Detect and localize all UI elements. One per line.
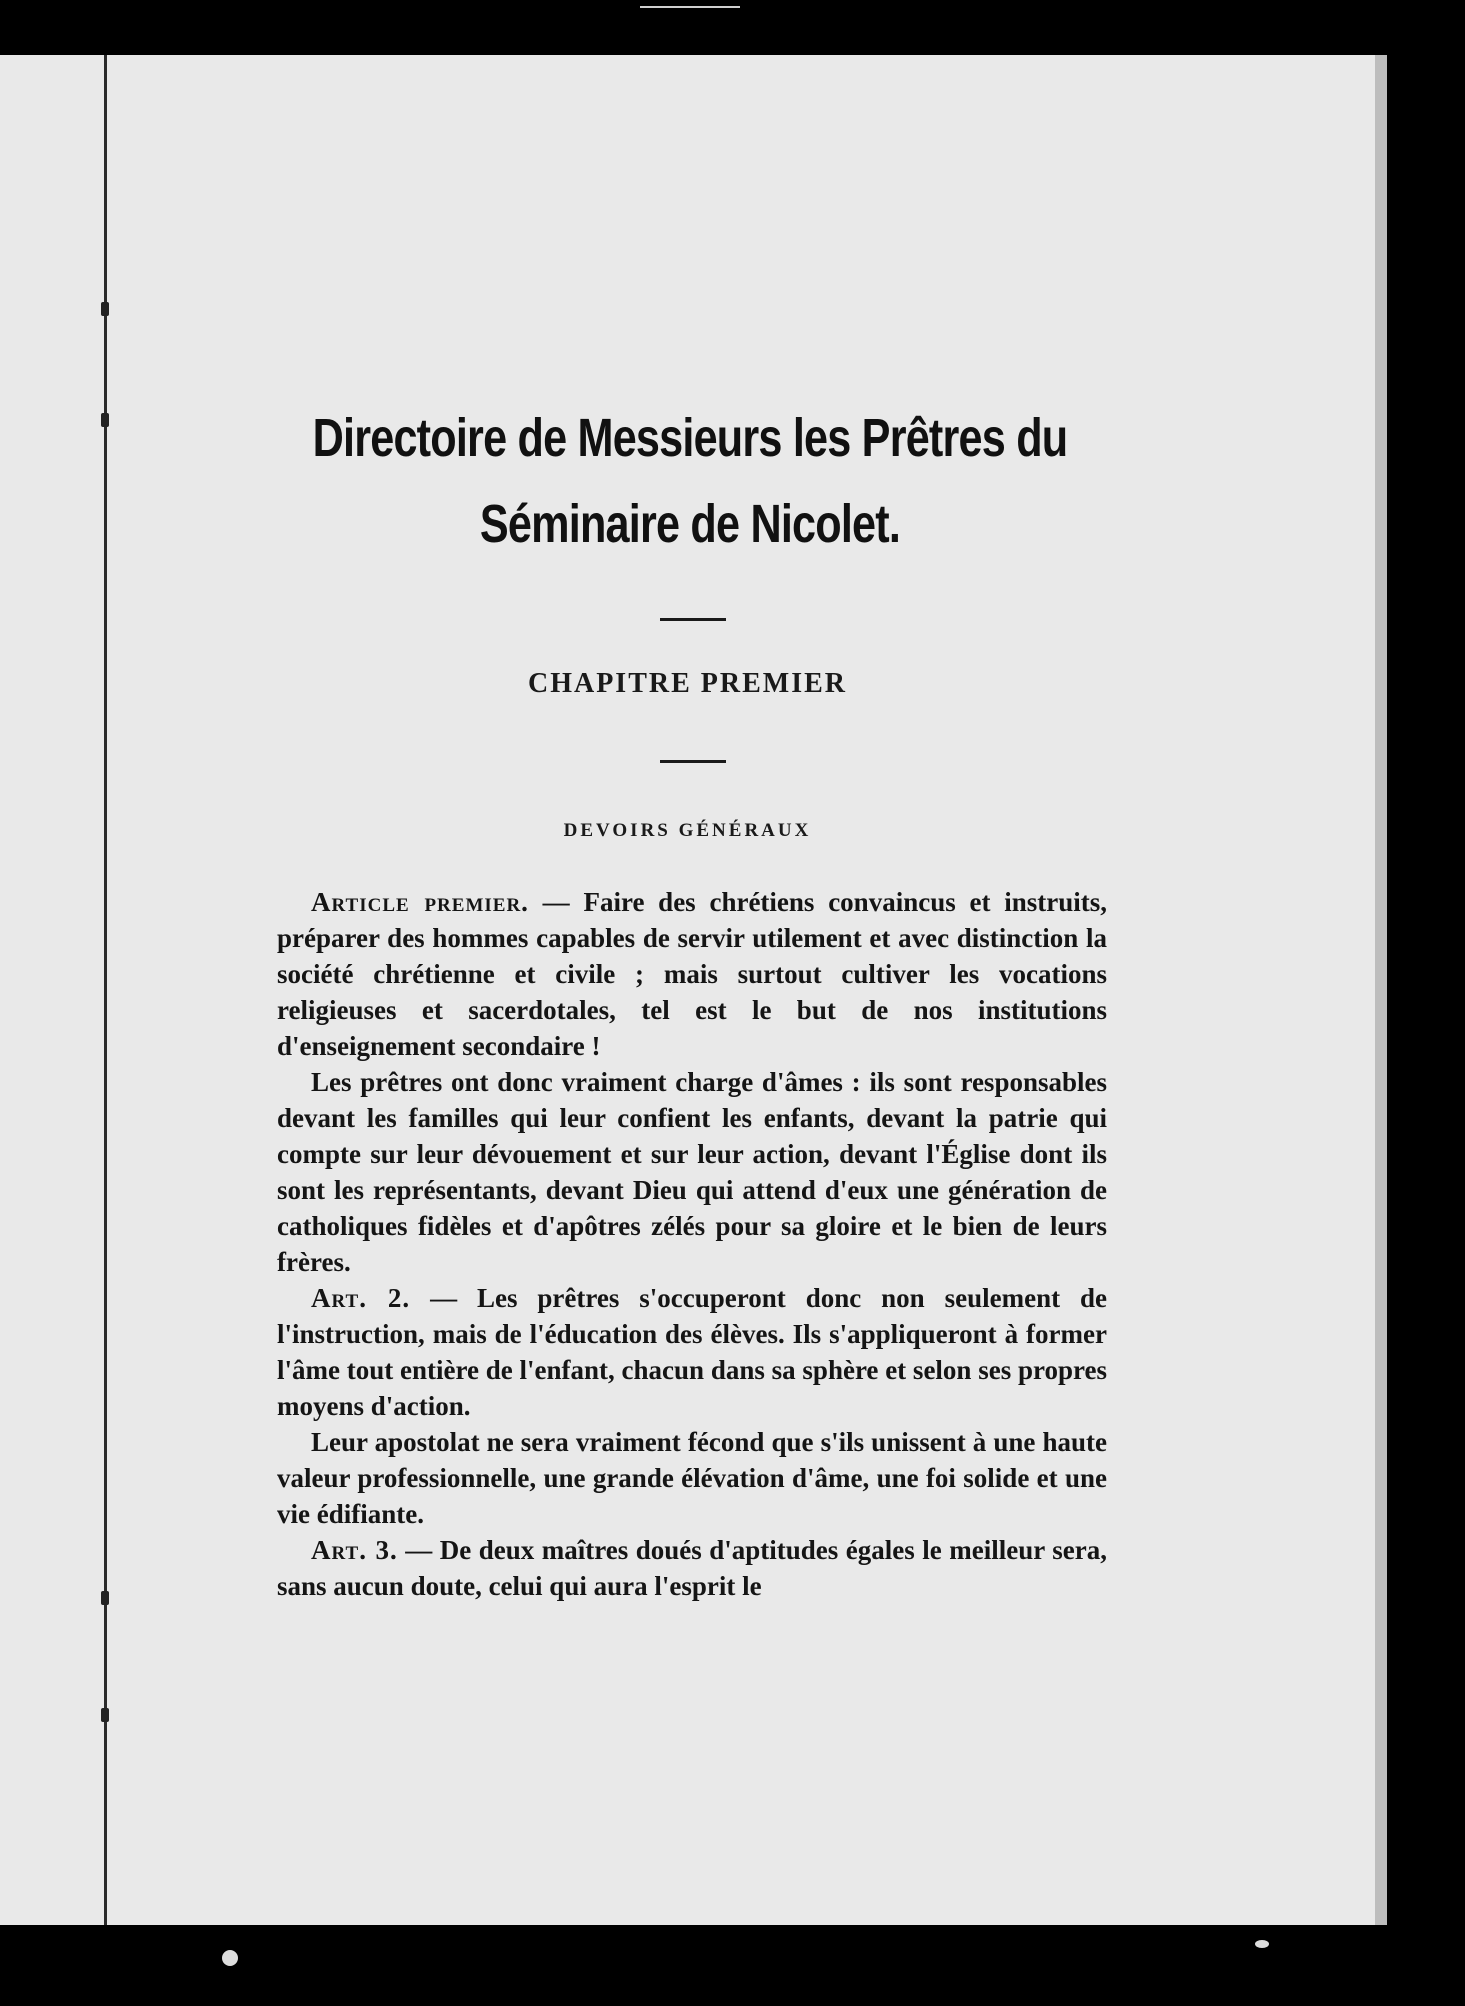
chapter-heading: CHAPITRE PREMIER [527, 668, 847, 699]
section-heading: DEVOIRS GÉNÉRAUX [563, 820, 812, 841]
title-line-2: Séminaire de Nicolet. [479, 494, 901, 554]
paragraph [277, 884, 1107, 1064]
divider-rule [660, 618, 726, 621]
paragraph-text: — Les prêtres s'occuperont donc non seulement de l'instruction, mais de l'éducation des élèves. Ils s'appliqueront à former l'âme tout entière de l'enfant, chacun dans sa sphère et selon ses propres moyens d'action. [277, 1283, 1107, 1421]
document-title [298, 395, 1082, 567]
paragraph-text: — Faire des chrétiens convaincus et instruits, préparer des hommes capables de servir utilement et avec distinction la société chrétienne et civile ; mais surtout cultiver les vocations religieuses et sacerdotales, tel est le but de nos institutions d'enseignement secondaire ! [277, 887, 1107, 1061]
binding-mark [101, 1708, 109, 1722]
paragraph-text: — De deux maîtres doués d'aptitudes égales le meilleur sera, sans aucun doute, celui qui aura l'esprit le [277, 1535, 1107, 1601]
scan-artifact [640, 6, 740, 8]
binding-gutter-line [104, 55, 107, 1925]
paragraph-text: Leur apostolat ne sera vraiment fécond que s'ils unissent à une haute valeur professionnelle, une grande élévation d'âme, une foi solide et une vie édifiante. [277, 1427, 1107, 1529]
binding-mark [101, 413, 109, 427]
paragraph [277, 1064, 1107, 1280]
paragraph [277, 1424, 1107, 1532]
divider-rule [660, 760, 726, 763]
paragraph [277, 1280, 1107, 1424]
title-line-1: Directoire de Messieurs les Prêtres du [312, 408, 1068, 468]
paragraph [277, 1532, 1107, 1604]
document-body [277, 884, 1107, 1604]
article-label: Article premier. [311, 887, 529, 917]
paragraph-text: Les prêtres ont donc vraiment charge d'âmes : ils sont responsables devant les familles qui leur confient les enfants, devant la patrie qui compte sur leur dévouement et sur leur action, devant l'Église dont ils sont les représentants, devant Dieu qui attend d'eux une génération de catholiques fidèles et d'apôtres zélés pour sa gloire et le bien de leurs frères. [277, 1067, 1107, 1277]
page-edge [1375, 55, 1387, 1925]
scan-artifact [222, 1950, 238, 1966]
binding-mark [101, 1591, 109, 1605]
binding-mark [101, 302, 109, 316]
scan-artifact [1255, 1940, 1269, 1948]
article-label: Art. 3. [311, 1535, 398, 1565]
article-label: Art. 2. [311, 1283, 411, 1313]
